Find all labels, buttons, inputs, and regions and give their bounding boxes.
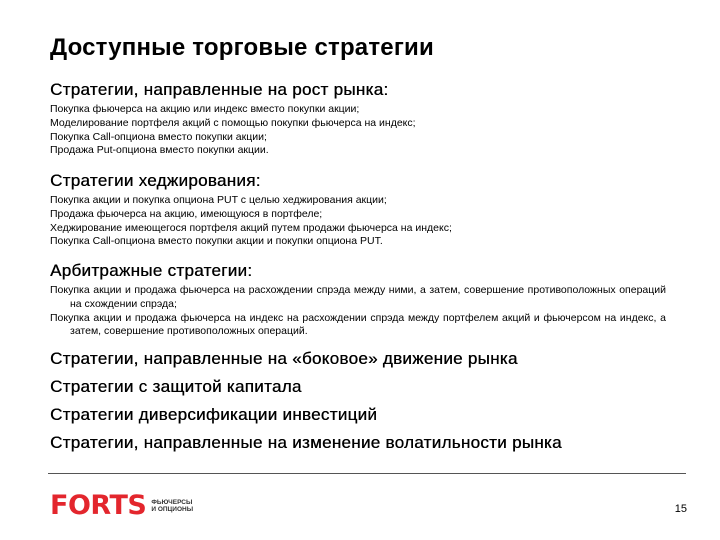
- footer-divider: [48, 473, 686, 474]
- section-arbitrage: [50, 261, 666, 339]
- section-heading-volatility: Стратегии, направленные на изменение волатильности рынка: [50, 433, 562, 452]
- page-number: 15: [674, 503, 687, 515]
- list-item: Покупка Call-опциона вместо покупки акции;: [50, 130, 267, 143]
- list-item: Хеджирование имеющегося портфеля акций путем продажи фьючерса на индекс;: [50, 221, 452, 234]
- section-hedging: [50, 171, 650, 249]
- forts-logo: [50, 492, 193, 519]
- list-item: Покупка акции и продажа фьючерса на расхождении спрэда между ними, а затем, совершение противоположных операций на схождении спрэда;: [50, 284, 666, 310]
- section-heading-hedging: Стратегии хеджирования:: [50, 171, 261, 190]
- list-item: Моделирование портфеля акций с помощью покупки фьючерса на индекс;: [50, 116, 416, 129]
- list-item: Продажа фьючерса на акцию, имеющуюся в портфеле;: [50, 207, 323, 220]
- list-item: Покупка акции и покупка опциона PUT с целью хеджирования акции;: [50, 194, 387, 206]
- section-heading-sideways: Стратегии, направленные на «боковое» движение рынка: [50, 349, 518, 368]
- list-item: Покупка акции и продажа фьючерса на индекс на расхождении спрэда между портфелем акций и фьючерсом на индекс, а затем, совершение противоположных операций.: [50, 311, 666, 338]
- section-heading-capital-protection: Стратегии с защитой капитала: [50, 377, 302, 396]
- logo-subtitle-line: И ОПЦИОНЫ: [151, 505, 194, 513]
- list-item: Покупка фьючерса на акцию или индекс вместо покупки акции;: [50, 103, 360, 115]
- slide-title: Доступные торговые стратегии: [50, 34, 434, 61]
- list-item: Покупка Call-опциона вместо покупки акции и покупки опциона PUT.: [50, 235, 383, 248]
- section-heading-diversification: Стратегии диверсификации инвестиций: [50, 405, 378, 424]
- list-item: Продажа Put-опциона вместо покупки акции.: [50, 144, 269, 157]
- section-heading-arbitrage: Арбитражные стратегии:: [50, 261, 253, 280]
- logo-word: FORTS: [50, 490, 147, 521]
- section-growth: [50, 80, 650, 158]
- logo-subtitle-line: ФЬЮЧЕРСЫ: [151, 498, 193, 506]
- logo-subtitle: [151, 499, 193, 513]
- section-heading-growth: Стратегии, направленные на рост рынка:: [50, 80, 389, 99]
